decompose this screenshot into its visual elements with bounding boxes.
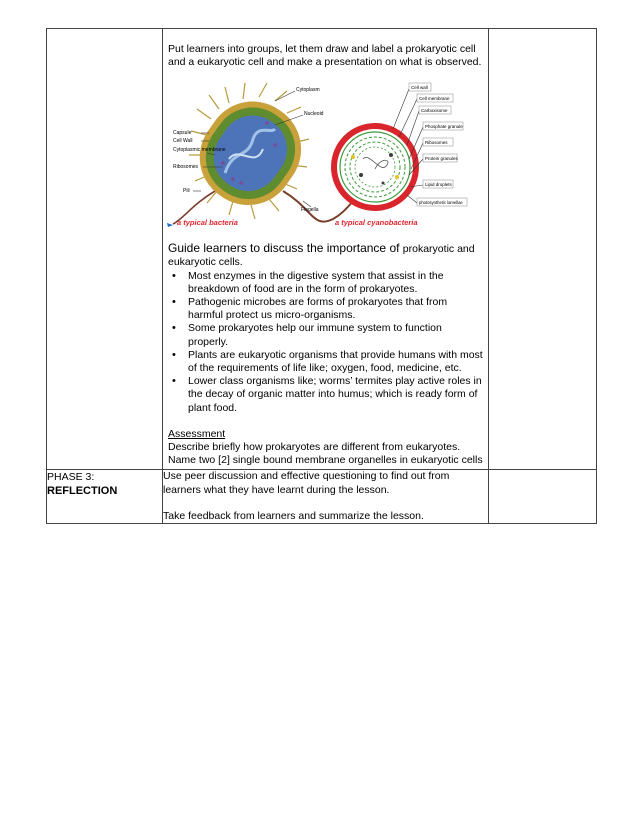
lesson-plan-table (46, 28, 597, 524)
cyano-caption: a typical cyanobacteria (335, 218, 418, 228)
cell-diagram-figure (163, 79, 488, 229)
prokaryotic-cell-illustration (163, 79, 489, 229)
resources-cell-empty (489, 29, 597, 470)
cyano-label: Carboxisome (421, 108, 448, 114)
phase-cell (47, 470, 163, 524)
guide-heading-small: prokaryotic and (402, 243, 475, 256)
reflection-cell (163, 470, 489, 524)
bacteria-label: Ribosomes (173, 164, 199, 171)
bacteria-label: Cytoplasmic membrane (173, 147, 226, 154)
assessment-section (163, 415, 488, 470)
bacteria-label: Cytoplasm (296, 87, 320, 94)
reflection-line-1: Use peer discussion and effective questioning to find out from learners what they have learnt during the lesson. (163, 470, 450, 496)
cyano-label: photosynthetic lamellae (419, 200, 463, 206)
cyano-label: Ribosomes (425, 140, 448, 146)
activities-cell (163, 29, 489, 470)
cyano-label: Lipid droplets (425, 182, 452, 188)
bacteria-label: Capsule (173, 130, 192, 137)
bacteria-caption: a typical bacteria (177, 218, 238, 228)
guide-heading (168, 241, 484, 256)
table-row-reflection (47, 470, 597, 524)
assessment-heading: Assessment (168, 427, 226, 440)
bacteria-label: Nucleoid (304, 111, 324, 118)
assessment-text: Describe briefly how prokaryotes are different from eukaryotes. Name two [2] single bound membrane organelles in eukaryotic cells (168, 441, 483, 467)
phase-cell-empty (47, 29, 163, 470)
list-item: • Most enzymes in the digestive system that assist in the breakdown of food are in the form of prokaryotes. (188, 270, 484, 296)
bacteria-label: Pili (183, 188, 190, 195)
bacteria-label: Flagella (301, 207, 319, 214)
list-item: • Plants are eukaryotic organisms that provide humans with most of the requirements of life like; oxygen, food, medicine, etc. (188, 349, 484, 375)
intro-text: Put learners into groups, let them draw and label a prokaryotic cell and a eukaryotic cell and make a presentation on what is observed. (168, 43, 482, 69)
resources-cell-empty-2 (489, 470, 597, 524)
cyano-label: Phosphate granule (425, 124, 463, 130)
list-item: • Lower class organisms like; worms’ termites play active roles in the decay of organic matter into humus; which is ready form of plant food. (188, 375, 484, 415)
cyanobacteria-illustration (331, 123, 419, 211)
bacteria-label: Cell Wall (173, 138, 193, 145)
guide-section (163, 229, 488, 414)
list-item: • Some prokaryotes help our immune system to function properly. (188, 322, 484, 348)
list-item: • Pathogenic microbes are forms of prokaryotes that from harmful protect us micro-organisms. (188, 296, 484, 322)
guide-heading-line2: eukaryotic cells. (168, 256, 243, 269)
cyano-label: Protein granules (425, 156, 458, 162)
phase-name: REFLECTION (47, 485, 118, 498)
guide-heading-main: Guide learners to discuss the importance of (168, 241, 400, 256)
reflection-line-2: Take feedback from learners and summarize the lesson. (163, 509, 424, 522)
cyano-label: Cell membrane (419, 96, 450, 102)
importance-list (168, 270, 484, 415)
table-row-activities (47, 29, 597, 470)
cyano-label: Cell wall (411, 85, 428, 91)
phase-label: PHASE 3: (47, 471, 95, 484)
